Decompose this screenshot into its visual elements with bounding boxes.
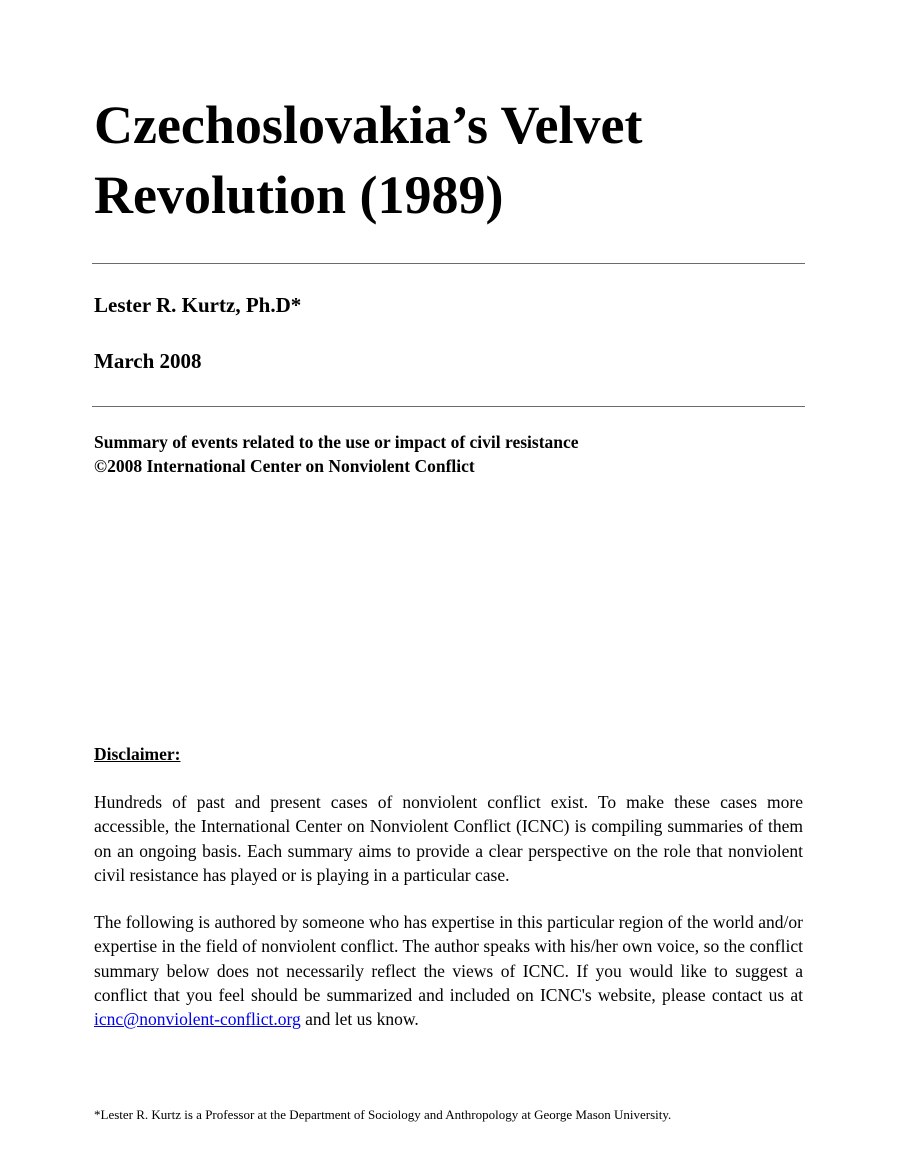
title-line-1: Czechoslovakia’s Velvet <box>94 95 643 155</box>
contact-email-link[interactable]: icnc@nonviolent-conflict.org <box>94 1009 301 1030</box>
disclaimer-paragraph-2 <box>94 910 803 1031</box>
author-name: Lester R. Kurtz, Ph.D* <box>94 293 302 317</box>
title-line-2: Revolution (1989) <box>94 165 504 225</box>
summary-description: Summary of events related to the use or impact of civil resistance <box>94 432 579 452</box>
disclaimer-heading: Disclaimer: <box>94 744 181 764</box>
publication-date: March 2008 <box>94 349 202 373</box>
document-title <box>94 90 814 230</box>
copyright-notice: ©2008 International Center on Nonviolent Conflict <box>94 456 475 476</box>
disclaimer-paragraph-2-text: The following is authored by someone who has expertise in this particular region of the world and/or expertise in the field of nonviolent conflict. The author speaks with his/her own voice, so the conflict summary below does not necessarily reflect the views of ICNC. If you would like to suggest a conflict that you feel should be summarized and included on ICNC's website, please contact us at <box>94 912 803 1005</box>
divider-top <box>92 263 805 264</box>
divider-bottom <box>92 406 805 407</box>
disclaimer-paragraph-2-end: and let us know. <box>300 1009 419 1030</box>
disclaimer-paragraph-1: Hundreds of past and present cases of nonviolent conflict exist. To make these cases more accessible, the International Center on Nonviolent Conflict (ICNC) is compiling summaries of them on an ongoing basis. Each summary aims to provide a clear perspective on the role that nonviolent civil resistance has played or is playing in a particular case. <box>94 792 803 885</box>
author-footnote: *Lester R. Kurtz is a Professor at the Department of Sociology and Anthropology at George Mason University. <box>94 1107 672 1122</box>
summary-block <box>94 430 579 478</box>
